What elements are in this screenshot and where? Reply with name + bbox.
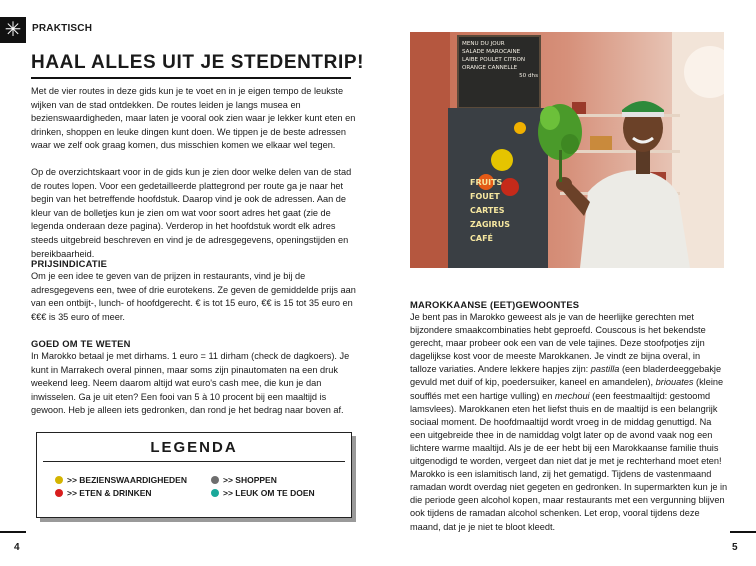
chalk-word: CARTES bbox=[470, 206, 505, 215]
legend-label: >> SHOPPEN bbox=[223, 475, 277, 485]
dish-name: briouates bbox=[655, 377, 694, 388]
legend-box bbox=[36, 432, 352, 518]
price-heading: PRIJSINDICATIE bbox=[31, 258, 108, 269]
good-to-know-heading: GOED OM TE WETEN bbox=[31, 338, 131, 349]
eating-habits-heading: MAROKKAANSE (EET)GEWOONTES bbox=[410, 299, 580, 310]
chalk-word: FRUITS bbox=[470, 178, 503, 187]
footer-rule-left bbox=[0, 531, 26, 533]
menu-line: ORANGE CANNELLE bbox=[462, 65, 518, 71]
dish-name: pastilla bbox=[590, 364, 620, 375]
dish-name: mechoui bbox=[554, 390, 590, 401]
legend-label: >> ETEN & DRINKEN bbox=[67, 488, 152, 498]
legend-item-food bbox=[55, 488, 152, 498]
chalk-word: ZAGIRUS bbox=[470, 220, 510, 229]
menu-line: MENU DU JOUR bbox=[462, 41, 505, 47]
market-vendor-photo bbox=[410, 32, 724, 268]
red-dot-icon bbox=[55, 489, 63, 497]
chalk-word: FOUET bbox=[470, 192, 500, 201]
legend-item-sights bbox=[55, 475, 187, 485]
intro-paragraph-2: Op de overzichtskaart voor in de gids kun je zien door welke delen van de stad de routes lopen. Voor een gedetailleerde plattegrond per route ga je naar het begin van het betreffende hoofdstuk. Daarop vind je ook de adressen. Aan de kleur van de bolletjes kun je zien om wat voor soort adres het gaat (zie de legenda onderaan deze pagina). Verderop in het hoofdstuk wordt elk adres steeds uitgebreid beschreven en vind je de adresgegevens, openingstijden en bereikbaarheid. bbox=[31, 167, 352, 259]
teal-dot-icon bbox=[211, 489, 219, 497]
price-paragraph: Om je een idee te geven van de prijzen in restaurants, vind je bij de adresgegevens een, twee of drie eurotekens. Ze geven de gemiddelde prijs aan van een ontbijt-, lunch- of hoofdgerecht. € is tot 15 euro, €€ is 15 tot 35 euro en €€€ is 35 euro of meer. bbox=[31, 271, 356, 322]
legend-label: >> BEZIENSWAARDIGHEDEN bbox=[67, 475, 187, 485]
page-number-left: 4 bbox=[14, 542, 20, 553]
legend-item-fun bbox=[211, 488, 315, 498]
text-run: (kleine soufflés met een hartige vulling) en bbox=[410, 377, 724, 401]
good-to-know-paragraph: In Marokko betaal je met dirhams. 1 euro = 11 dirham (check de dagkoers). Je kunt in Marrakech overal pinnen, maar soms zijn pinautomaten na een druk weekend leeg. Neem daarom altijd wat euro's cash mee, die kun je dan inwisselen. Ga je uit eten? Een fooi van 5 à 10 procent bij een maaltijd is gewoon. Heb je alleen iets gedronken, dan rond je het bedrag naar boven af. bbox=[31, 351, 350, 416]
menu-line: SALADE MAROCAINE bbox=[462, 49, 521, 55]
text-run: (een feestmaaltijd: gestoomd lamsvlees). Marokkanen eten het liefst thuis en de maaltijd is een belangrijk sociaal moment. De hoofdmaaltijd wordt vroeg in de middag genuttigd. Na een uitgebreide thee in de namiddag volgt later op de avond vaak nog een lichtere warme maaltijd. Als je de eer hebt bij een Marokkaanse familie thuis uitgenodigd te worden, vergeet dan niet dat je met je rechterhand moet eten! Marokko is een islamitisch land, zij het gematigd. Tijdens de vastenmaand ramadan wordt overdag niet gegeten en gedronken. In supermarkten kun je in die periode geen alcohol kopen, maar restaurants met een vergunning blijven ook tijdens de ramadan alcohol schenken. Let erop, vooral tijdens deze maand, dat je je niet te bloot kleedt. bbox=[410, 390, 728, 532]
text-run: (een bladerdeeggebakje gevuld met duif of kip, poedersuiker, kaneel en amandelen), bbox=[410, 364, 722, 388]
section-label: PRAKTISCH bbox=[32, 23, 93, 34]
page-title: HAAL ALLES UIT JE STEDENTRIP! bbox=[31, 52, 365, 73]
section-sun-icon: ✳ bbox=[0, 17, 26, 43]
text-run: Je bent pas in Marokko geweest als je van de heerlijke gerechten met bijzondere smaakcombinaties hebt geproefd. Couscous is het bekendste gerecht, maar probeer ook een van de vele tajines. Deze stoofpotjes zijn dagelijkse kost voor de meeste Marokkanen. Je vindt ze bijna overal, in talloze variaties. Andere lekkere hapjes zijn: bbox=[410, 312, 706, 375]
eating-habits-paragraph bbox=[410, 311, 728, 534]
page-number-right: 5 bbox=[732, 542, 738, 553]
menu-line: LAIBE POULET CITRON bbox=[462, 57, 526, 63]
legend-item-shopping bbox=[211, 475, 277, 485]
yellow-dot-icon bbox=[55, 476, 63, 484]
footer-rule-right bbox=[730, 531, 756, 533]
title-underline bbox=[31, 77, 351, 79]
menu-board bbox=[462, 40, 538, 80]
chalk-word: CAFÉ bbox=[470, 234, 493, 243]
intro-paragraph-1: Met de vier routes in deze gids kun je te voet en in je eigen tempo de leukste wijken van de stad ontdekken. De routes leiden je langs musea en bezienswaardigheden, maar laten je vooral ook zien waar je lekker kunt eten en drinken, shoppen en leuke dingen kunt doen. We tippen je de beste adressen waar we zelf ook graag komen, dus misschien komen we elkaar wel tegen. bbox=[31, 86, 356, 151]
grey-dot-icon bbox=[211, 476, 219, 484]
legend-label: >> LEUK OM TE DOEN bbox=[223, 488, 315, 498]
legend-title: LEGENDA bbox=[150, 439, 238, 456]
legend-divider bbox=[43, 461, 345, 462]
menu-line: 50 dhs bbox=[519, 73, 538, 79]
chalk-lettering bbox=[470, 176, 510, 246]
